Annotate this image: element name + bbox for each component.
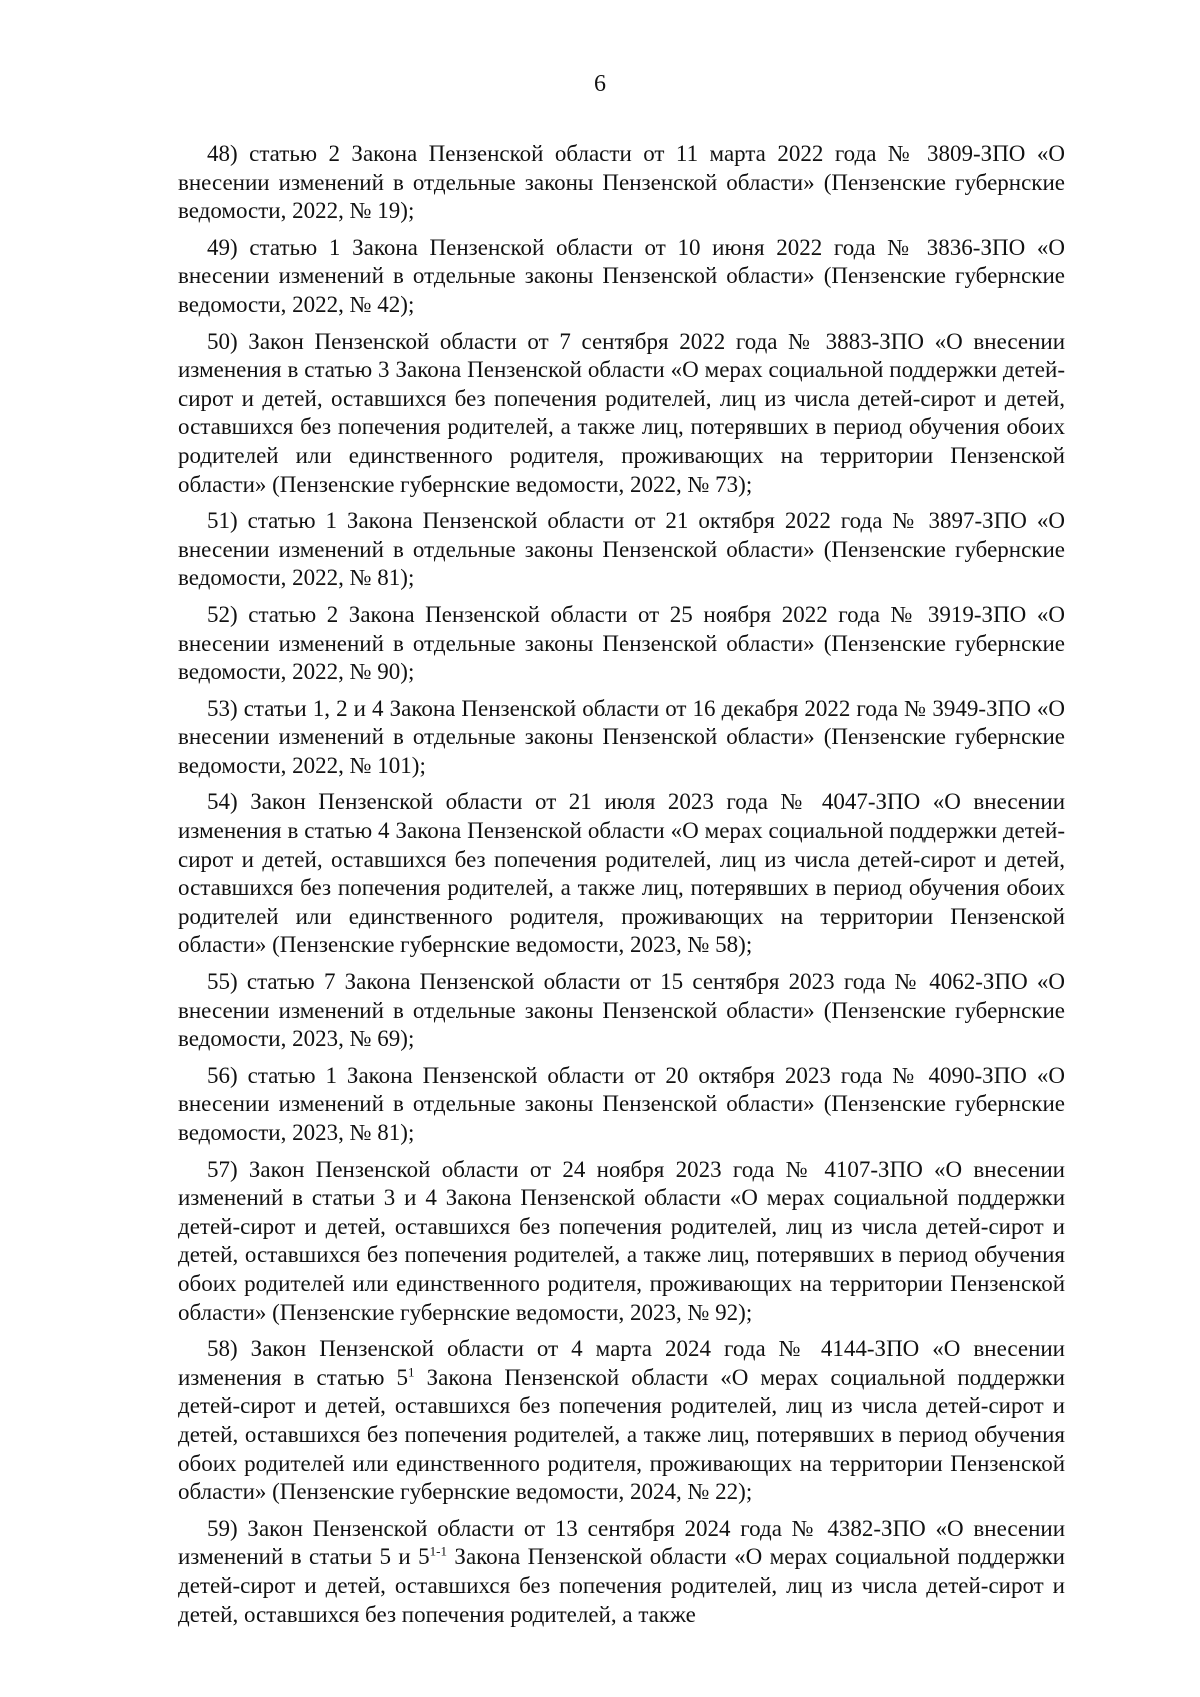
list-item-54	[178, 788, 1065, 960]
paragraph-text: 53) статьи 1, 2 и 4 Закона Пензенской области от 16 декабря 2022 года № 3949-ЗПО «О внесении изменений в отдельные законы Пензенской области» (Пензенские губернские ведомости, 2022, № 101);	[178, 695, 1065, 778]
list-item-48	[178, 140, 1065, 226]
paragraph-text: 51) статью 1 Закона Пензенской области от 21 октября 2022 года № 3897-ЗПО «О внесении изменений в отдельные законы Пензенской области» (Пензенские губернские ведомости, 2022, № 81);	[178, 508, 1065, 591]
paragraph-text: Закона Пензенской области «О мерах социальной поддержки детей-сирот и детей, оставшихся без попечения родителей, лиц из числа детей-сирот и детей, оставшихся без попечения родителей, а также	[178, 1544, 1065, 1627]
paragraph-text: 59) Закон Пензенской области от 13 сентября 2024 года № 4382-ЗПО «О внесении изменений в статьи 5 и 5	[178, 1515, 1065, 1570]
paragraph-text: 56) статью 1 Закона Пензенской области от 20 октября 2023 года № 4090-ЗПО «О внесении изменений в отдельные законы Пензенской области» (Пензенские губернские ведомости, 2023, № 81);	[178, 1062, 1065, 1145]
list-item-58	[178, 1335, 1065, 1507]
list-item-53	[178, 695, 1065, 781]
list-item-49	[178, 234, 1065, 320]
page-number: 6	[594, 71, 606, 97]
paragraph-text: 49) статью 1 Закона Пензенской области от 10 июня 2022 года № 3836-ЗПО «О внесении изменений в отдельные законы Пензенской области» (Пензенские губернские ведомости, 2022, № 42);	[178, 234, 1065, 317]
list-item-51	[178, 507, 1065, 593]
document-body	[178, 140, 1065, 1637]
list-item-52	[178, 601, 1065, 687]
list-item-55	[178, 968, 1065, 1054]
paragraph-text: Закона Пензенской области «О мерах социальной поддержки детей-сирот и детей, оставшихся без попечения родителей, лиц из числа детей-сирот и детей, оставшихся без попечения родителей, а также лиц, потерявших в период обучения обоих родителей или единственного родителя, проживающих на территории Пензенской области» (Пензенские губернские ведомости, 2024, № 22);	[178, 1364, 1065, 1505]
list-item-56	[178, 1062, 1065, 1148]
list-item-50	[178, 328, 1065, 500]
superscript: 1-1	[429, 1543, 447, 1559]
paragraph-text: 54) Закон Пензенской области от 21 июля 2023 года № 4047-ЗПО «О внесении изменения в статью 4 Закона Пензенской области «О мерах социальной поддержки детей-сирот и детей, оставшихся без попечения родителей, лиц из числа детей-сирот и детей, оставшихся без попечения родителей, а также лиц, потерявших в период обучения обоих родителей или единственного родителя, проживающих на территории Пензенской области» (Пензенские губернские ведомости, 2023, № 58);	[178, 789, 1065, 958]
paragraph-text: 57) Закон Пензенской области от 24 ноября 2023 года № 4107-ЗПО «О внесении изменений в статьи 3 и 4 Закона Пензенской области «О мерах социальной поддержки детей-сирот и детей, оставшихся без попечения родителей, лиц из числа детей-сирот и детей, оставшихся без попечения родителей, а также лиц, потерявших в период обучения обоих родителей или единственного родителя, проживающих на территории Пензенской области» (Пензенские губернские ведомости, 2023, № 92);	[178, 1156, 1065, 1325]
paragraph-text: 50) Закон Пензенской области от 7 сентября 2022 года № 3883-ЗПО «О внесении изменения в статью 3 Закона Пензенской области «О мерах социальной поддержки детей-сирот и детей, оставшихся без попечения родителей, лиц из числа детей-сирот и детей, оставшихся без попечения родителей, а также лиц, потерявших в период обучения обоих родителей или единственного родителя, проживающих на территории Пензенской области» (Пензенские губернские ведомости, 2022, № 73);	[178, 328, 1065, 497]
paragraph-text: 48) статью 2 Закона Пензенской области от 11 марта 2022 года № 3809-ЗПО «О внесении изменений в отдельные законы Пензенской области» (Пензенские губернские ведомости, 2022, № 19);	[178, 141, 1065, 224]
paragraph-text: 52) статью 2 Закона Пензенской области от 25 ноября 2022 года № 3919-ЗПО «О внесении изменений в отдельные законы Пензенской области» (Пензенские губернские ведомости, 2022, № 90);	[178, 601, 1065, 685]
superscript: 1	[408, 1364, 415, 1380]
list-item-57	[178, 1156, 1065, 1328]
list-item-59	[178, 1515, 1065, 1629]
paragraph-text: 58) Закон Пензенской области от 4 марта 2024 года № 4144-ЗПО «О внесении изменения в статью 5	[178, 1336, 1065, 1390]
paragraph-text: 55) статью 7 Закона Пензенской области от 15 сентября 2023 года № 4062-ЗПО «О внесении изменений в отдельные законы Пензенской области» (Пензенские губернские ведомости, 2023, № 69);	[178, 969, 1065, 1052]
